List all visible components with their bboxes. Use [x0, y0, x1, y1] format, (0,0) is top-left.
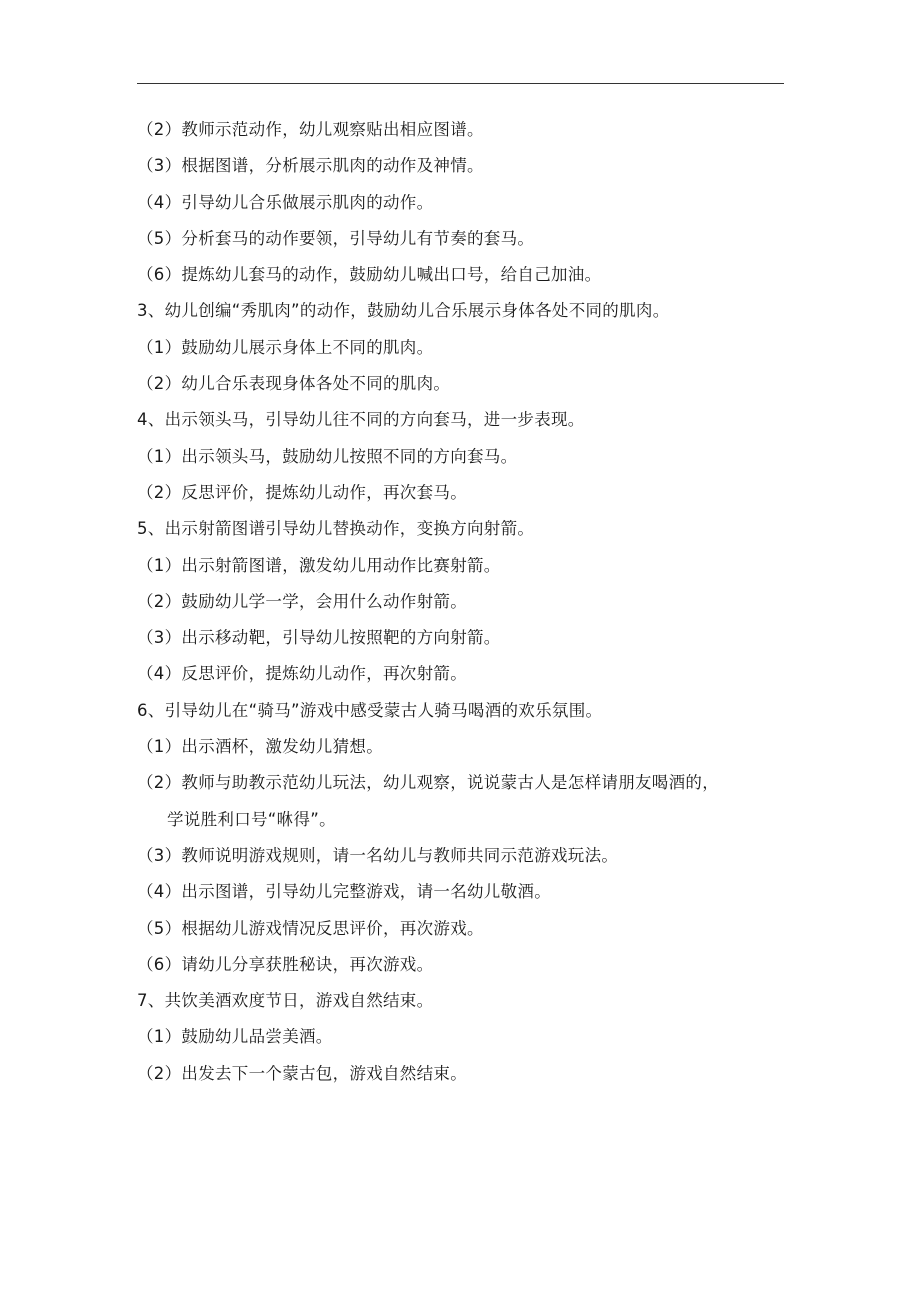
step-heading: 4、出示领头马，引导幼儿往不同的方向套马，进一步表现。 — [137, 410, 585, 430]
sub-step-item: （1）鼓励幼儿展示身体上不同的肌肉。 — [137, 337, 434, 357]
sub-step-item: （2）教师与助教示范幼儿玩法，幼儿观察，说说蒙古人是怎样请朋友喝酒的， — [137, 773, 719, 793]
step-heading: 7、共饮美酒欢度节日，游戏自然结束。 — [137, 991, 434, 1011]
sub-step-item: （4）出示图谱，引导幼儿完整游戏，请一名幼儿敬酒。 — [137, 882, 551, 902]
sub-step-item: （3）出示移动靶，引导幼儿按照靶的方向射箭。 — [137, 628, 501, 648]
sub-step-item: （2）教师示范动作，幼儿观察贴出相应图谱。 — [137, 120, 484, 139]
sub-step-item: （4）引导幼儿合乐做展示肌肉的动作。 — [137, 192, 434, 212]
sub-step-item: （5）分析套马的动作要领，引导幼儿有节奏的套马。 — [137, 228, 535, 248]
sub-step-item: （2）出发去下一个蒙古包，游戏自然结束。 — [137, 1063, 467, 1083]
document-body — [137, 112, 797, 1092]
sub-step-item: （2）鼓励幼儿学一学，会用什么动作射箭。 — [137, 591, 467, 611]
sub-step-item: （1）出示酒杯，激发幼儿猜想。 — [137, 737, 383, 757]
sub-step-item: （4）反思评价，提炼幼儿动作，再次射箭。 — [137, 664, 467, 684]
header-rule — [137, 83, 784, 84]
sub-step-item: （1）出示射箭图谱，激发幼儿用动作比赛射箭。 — [137, 555, 501, 575]
sub-step-item: （5）根据幼儿游戏情况反思评价，再次游戏。 — [137, 918, 484, 938]
sub-step-item: （1）鼓励幼儿品尝美酒。 — [137, 1027, 333, 1047]
step-heading: 5、出示射箭图谱引导幼儿替换动作，变换方向射箭。 — [137, 519, 535, 539]
sub-step-item: （3）根据图谱，分析展示肌肉的动作及神情。 — [137, 156, 484, 176]
sub-step-item: （2）反思评价，提炼幼儿动作，再次套马。 — [137, 482, 467, 502]
sub-step-item: （6）请幼儿分享获胜秘诀，再次游戏。 — [137, 954, 434, 974]
step-heading: 6、引导幼儿在“骑马”游戏中感受蒙古人骑马喝酒的欢乐氛围。 — [137, 700, 603, 720]
sub-step-item: （1）出示领头马，鼓励幼儿按照不同的方向套马。 — [137, 446, 518, 466]
step-heading: 3、幼儿创编“秀肌肉”的动作，鼓励幼儿合乐展示身体各处不同的肌肉。 — [137, 301, 670, 321]
sub-step-item: （2）幼儿合乐表现身体各处不同的肌肉。 — [137, 374, 451, 394]
sub-step-item: （3）教师说明游戏规则，请一名幼儿与教师共同示范游戏玩法。 — [137, 845, 619, 865]
paragraph-continuation: 学说胜利口号“咻得”。 — [167, 809, 336, 829]
sub-step-item: （6）提炼幼儿套马的动作，鼓励幼儿喊出口号，给自己加油。 — [137, 265, 602, 285]
